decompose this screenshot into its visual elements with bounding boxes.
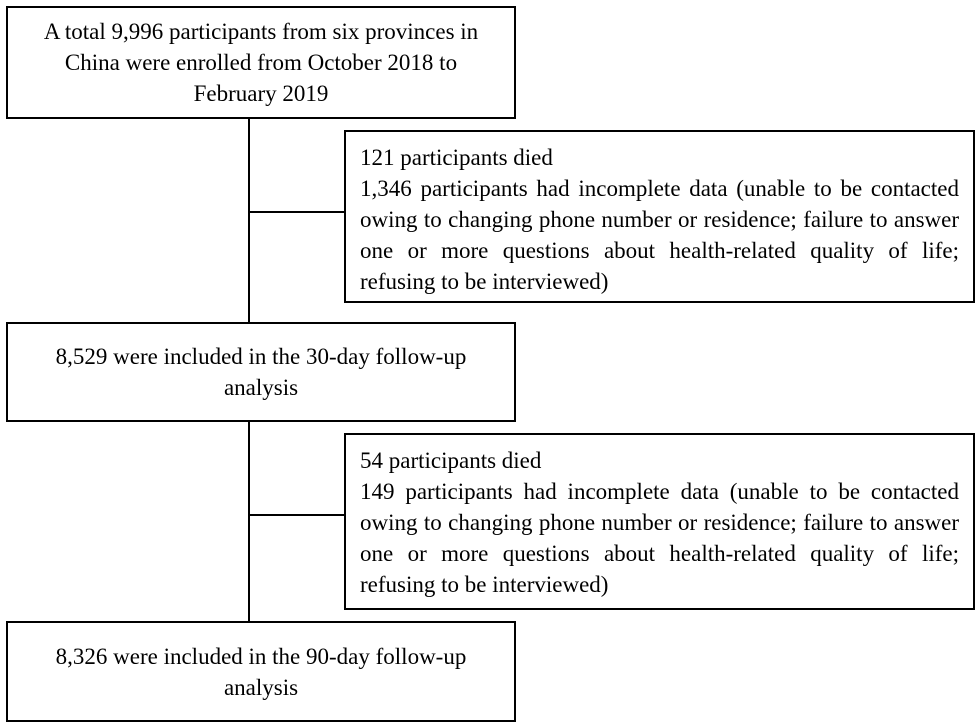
enrolled-text-line-1: A total 9,996 participants from six provinces in [43,19,479,44]
enrolled-box [6,6,516,119]
exclusion-2-incomplete: 149 participants had incomplete data (unable to be contacted owing to changing phone number or residence; failure to answer one or more questions about health-related quality of life; refusing to be interviewed) [360,479,959,597]
followup-30-day-line-1: 8,529 were included in the 30-day follow-up [55,344,467,369]
exclusion-2-died: 54 participants died [360,448,542,473]
connector-enrolled-to-30day [248,117,250,323]
followup-90-day-box [6,621,516,722]
exclusion-1-incomplete: 1,346 participants had incomplete data (unable to be contacted owing to changing phone number or residence; failure to answer one or more questions about health-related quality of life; refusing to be interviewed) [360,176,959,294]
enrolled-text-line-3: February 2019 [193,81,329,106]
connector-to-exclusion-2 [248,514,345,516]
followup-90-day-line-2: analysis [223,674,299,700]
followup-90-day-line-1: 8,326 were included in the 90-day follow-up [55,643,467,669]
exclusion-1-died: 121 participants died [360,145,553,170]
followup-30-day-line-2: analysis [223,375,299,400]
connector-30day-to-90day [248,420,250,622]
exclusion-box-1 [344,130,975,303]
followup-30-day-box [6,322,516,422]
exclusion-box-2 [344,433,975,610]
enrolled-text-line-2: China were enrolled from October 2018 to [64,50,458,75]
connector-to-exclusion-1 [248,211,345,213]
